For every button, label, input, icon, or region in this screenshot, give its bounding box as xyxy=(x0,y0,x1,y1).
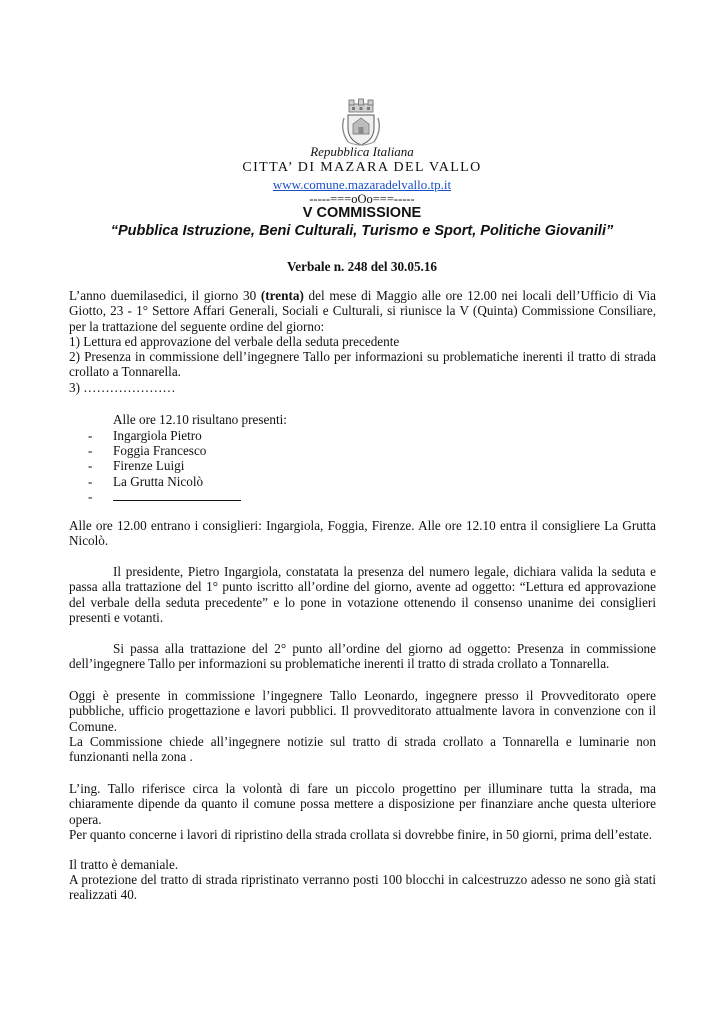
list-item xyxy=(88,428,241,443)
list-dash: - xyxy=(88,473,93,489)
republic-label: Repubblica Italiana xyxy=(310,144,414,159)
city-coat-of-arms-icon xyxy=(338,98,384,148)
intro-paragraph xyxy=(69,288,656,334)
website-link[interactable]: www.comune.mazaradelvallo.tp.it xyxy=(272,177,452,192)
intro-text-post: del mese di Maggio alle ore 12.00 nei locali dell’Ufficio di Via Giotto, 23 - 1° Settore Affari Generali, Sociali e Culturali, si riunisce la V (Quinta) Commissione Consiliare, per la trattazione del seguente ordine del giorno: xyxy=(69,288,656,334)
agenda-item-1: 1) Lettura ed approvazione del verbale della seduta precedente xyxy=(69,334,400,349)
list-dash: - xyxy=(88,488,93,504)
member-name: La Grutta Nicolò xyxy=(113,473,204,489)
member-name: Foggia Francesco xyxy=(113,443,207,459)
paragraph-lighting-project: L’ing. Tallo riferisce circa la volontà di fare un piccolo progettino per illuminare tutta la strada, ma chiaramente dipende da quanto il comune possa mettere a disposizione per finanziare anche questa ulteriore opera. xyxy=(69,781,656,827)
member-name: Firenze Luigi xyxy=(113,458,185,474)
commission-subtitle: “Pubblica Istruzione, Beni Culturali, Turismo e Sport, Politiche Giovanili” xyxy=(110,223,614,239)
agenda-item-2: 2) Presenza in commissione dell’ingegnere Tallo per informazioni su problematiche inerenti il tratto di strada crollato a Tonnarella. xyxy=(69,349,656,380)
verbale-number: Verbale n. 248 del 30.05.16 xyxy=(286,259,438,274)
decorative-separator: -----===oOo===----- xyxy=(309,192,415,206)
commission-title: V COMMISSIONE xyxy=(302,205,422,221)
list-dash: - xyxy=(88,428,93,443)
paragraph-commission-request: La Commissione chiede all’ingegnere notizie sul tratto di strada crollato a Tonnarella e luminarie non funzionanti nella zona . xyxy=(69,734,656,765)
member-name: Ingargiola Pietro xyxy=(113,428,202,443)
paragraph-repair-works: Per quanto concerne i lavori di ripristino della strada crollata si dovrebbe finire, in 50 giorni, prima dell’estate. xyxy=(69,827,652,842)
list-item xyxy=(88,443,241,458)
attendance-heading: Alle ore 12.10 risultano presenti: xyxy=(113,412,287,427)
paragraph-concrete-blocks: A protezione del tratto di strada ripristinato verranno posti 100 blocchi in calcestruzzo adesso ne sono già stati realizzati 40. xyxy=(69,872,656,903)
paragraph-entries: Alle ore 12.00 entrano i consiglieri: Ingargiola, Foggia, Firenze. Alle ore 12.10 entra il consigliere La Grutta Nicolò. xyxy=(69,518,656,549)
intro-day-bold: (trenta) xyxy=(260,288,304,303)
list-item xyxy=(88,474,241,489)
attendance-list xyxy=(88,428,241,504)
list-dash: - xyxy=(88,443,93,459)
list-item xyxy=(88,458,241,473)
agenda-item-3: 3) ………………… xyxy=(69,380,176,395)
blank-signature-line xyxy=(113,489,241,501)
paragraph-engineer-present: Oggi è presente in commissione l’ingegnere Tallo Leonardo, ingegnere presso il Provveditorato opere pubbliche, ufficio progettazione e lavori pubblici. Il provveditorato attualmente lavora in convenzione con il Comune. xyxy=(69,688,656,734)
paragraph-state-property: Il tratto è demaniale. xyxy=(69,857,179,872)
paragraph-president: Il presidente, Pietro Ingargiola, constatata la presenza del numero legale, dichiara valida la seduta e passa alla trattazione del 1° punto iscritto all’ordine del giorno, avente ad oggetto: “Lettura ed approvazione del verbale della seduta precedente” e lo pone in votazione ottenendo il consenso unanime dei consiglieri presenti e votanti. xyxy=(69,564,656,626)
list-item xyxy=(88,489,241,504)
intro-text-pre: L’anno duemilasedici, il giorno 30 xyxy=(69,288,261,303)
paragraph-second-point: Si passa alla trattazione del 2° punto all’ordine del giorno ad oggetto: Presenza in commissione dell’ingegnere Tallo per informazioni su problematiche inerenti il tratto di strada crollato a Tonnarella. xyxy=(69,641,656,672)
city-name: CITTA’ DI MAZARA DEL VALLO xyxy=(242,160,482,175)
list-dash: - xyxy=(88,458,93,474)
